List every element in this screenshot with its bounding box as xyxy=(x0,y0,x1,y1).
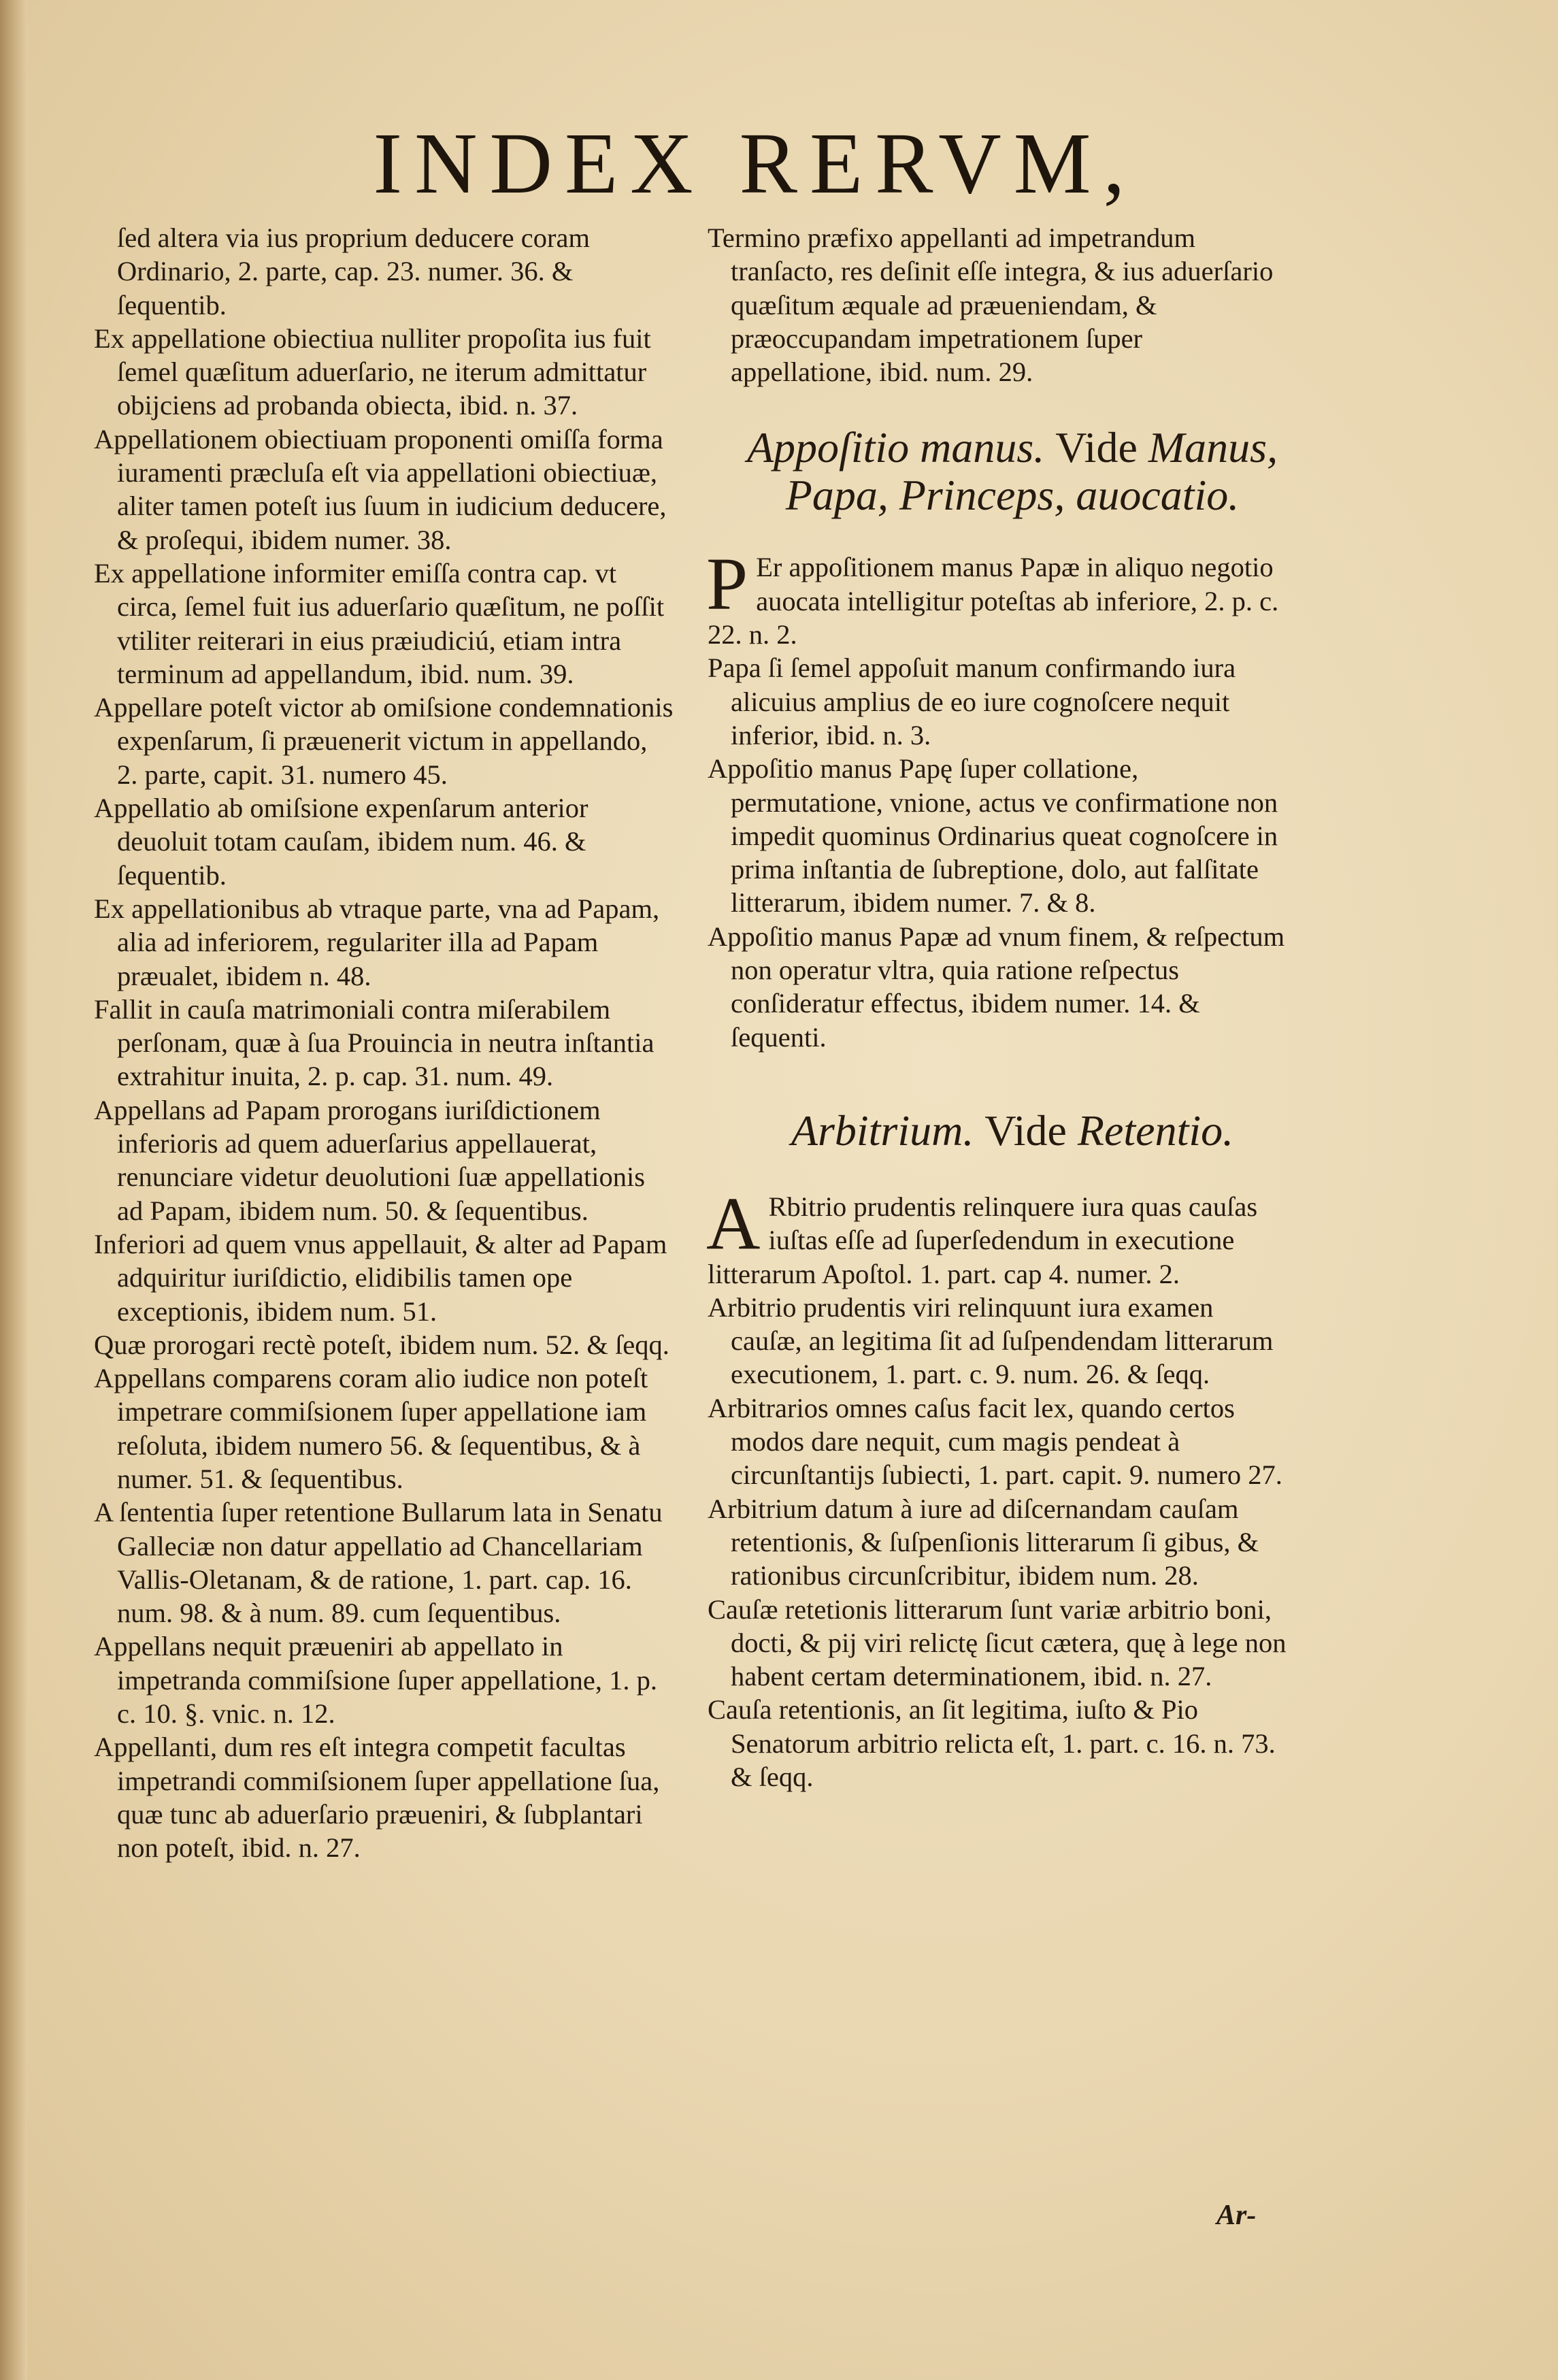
index-entry: Ex appellatione informiter emiſſa contra cap. vt circa, ſemel fuit ius aduerſario quæſitum, ne poſſit vtiliter reiterari in eius præiudiciú, etiam intra terminum ad appellandum, ibid. num. 39. xyxy=(94,557,665,689)
index-entry: Appellans nequit præueniri ab appellato in impetranda commiſsione ſuper appellatione, 1. p. c. 10. §. vnic. n. 12. xyxy=(94,1631,658,1730)
index-entry: Arbitrium datum à iure ad diſcernandam cauſam retentionis, & ſuſpenſionis litterarum ſi gibus, & rationibus circunſcribitur, ibidem num. 28. xyxy=(708,1493,1259,1591)
page-gutter xyxy=(0,0,27,2380)
index-entry: Papa ſi ſemel appoſuit manum confirmando iura alicuius amplius de eo iure cognoſcere nequit inferior, ibid. n. 3. xyxy=(708,652,1236,750)
drop-cap: A xyxy=(706,1181,761,1265)
index-entry-text: Rbitrio prudentis relinquere iura quas cauſas iuſtas eſſe ad ſuperſedendum in executione litterarum Apoſtol. 1. part. cap 4. numer. 2. xyxy=(708,1191,1258,1289)
section-heading xyxy=(735,424,1290,519)
section-heading-refs: Retentio. xyxy=(1077,1106,1234,1155)
index-entry: Inferiori ad quem vnus appellauit, & alter ad Papam adquiritur iuriſdictio, elidibilis tamen ope exceptionis, ibidem num. 51. xyxy=(94,1228,667,1327)
lead-entry: Termino præfixo appellanti ad impetrandum tranſacto, res deſinit eſſe integra, & ius aduerſario quæſitum æquale ad præueniendam, & præoccupandam impetrationem ſuper appellatione, ibid. num. 29. xyxy=(708,222,1274,388)
index-entry xyxy=(706,1181,1290,1291)
right-column xyxy=(708,221,1290,1794)
index-entry: A ſententia ſuper retentione Bullarum lata in Senatu Galleciæ non datur appellatio ad Chancellariam Vallis-Oletanam, & de ratione, 1. part. cap. 16. num. 98. & à num. 89. cum ſequentibus. xyxy=(94,1497,663,1629)
catchword: Ar- xyxy=(1216,2200,1257,2231)
index-entry: Ex appellatione obiectiua nulliter propoſita ius fuit ſemel quæſitum aduerſario, ne iterum admittatur obijciens ad probanda obiecta, ibid. n. 37. xyxy=(94,323,651,421)
index-entry: Appellationem obiectiuam proponenti omiſſa forma iuramenti præcluſa eſt via appellationi obiectiuæ, aliter tamen poteſt ius ſuum in iudicium deducere, & proſequi, ibidem numer. 38. xyxy=(94,423,667,555)
index-entry: Arbitrio prudentis viri relinquunt iura examen cauſæ, an legitima ſit ad ſuſpendendam litterarum executionem, 1. part. c. 9. num. 26. & ſeqq. xyxy=(708,1291,1274,1390)
section-heading-vide: Vide xyxy=(984,1106,1067,1155)
section-heading-vide: Vide xyxy=(1055,423,1138,472)
index-entry: Appellans ad Papam prorogans iuriſdictionem inferioris ad quem aduerſarius appellauerat, renunciare videtur deuolutioni ſuæ appellationis ad Papam, ibidem num. 50. & ſequentibus. xyxy=(94,1094,646,1226)
index-entry-text: Er appoſitionem manus Papæ in aliquo negotio auocata intelligitur poteſtas ab inferiore, 2. p. c. 22. n. 2. xyxy=(708,552,1279,650)
index-entry: Fallit in cauſa matrimoniali contra miſerabilem perſonam, quæ à ſua Prouincia in neutra inſtantia extrahitur inuita, 2. p. cap. 31. num. 49. xyxy=(94,993,654,1092)
index-entry: Appoſitio manus Papę ſuper collatione, permutatione, vnione, actus ve confirmatione non impedit quominus Ordinarius queat cognoſcere in prima inſtantia de ſubreptione, dolo, aut falſitate litterarum, ibidem numer. 7. & 8. xyxy=(708,753,1278,919)
index-entry: ſed altera via ius proprium deducere coram Ordinario, 2. parte, cap. 23. numer. 36. & ſequentib. xyxy=(117,222,590,320)
left-column xyxy=(94,221,674,1865)
index-entry: Appoſitio manus Papæ ad vnum finem, & reſpectum non operatur vltra, quia ratione reſpectus conſideratur effectus, ibidem numer. 14. & ſequenti. xyxy=(708,921,1285,1053)
index-entry: Appellans comparens coram alio iudice non poteſt impetrare commiſsionem ſuper appellatione iam reſoluta, ibidem numero 56. & ſequentibus, & à numer. 51. & ſequentibus. xyxy=(94,1363,648,1494)
section-heading xyxy=(735,1107,1290,1155)
section-heading-refs: Manus, Papa, Princeps, auocatio. xyxy=(785,423,1278,520)
page-header: INDEX RERVM, xyxy=(373,115,1138,212)
index-entry: Ex appellationibus ab vtraque parte, vna ad Papam, alia ad inferiorem, regulariter illa ad Papam præualet, ibidem n. 48. xyxy=(94,893,660,991)
index-entry: Quæ prorogari rectè poteſt, ibidem num. 52. & ſeqq. xyxy=(94,1329,669,1360)
drop-cap: P xyxy=(706,542,748,626)
index-entry xyxy=(706,542,1290,651)
section-heading-term: Arbitrium. xyxy=(791,1106,974,1155)
index-entry: Arbitrarios omnes caſus facit lex, quando certos modos dare nequit, cum magis pendeat à circunſtantijs ſubiecti, 1. part. capit. 9. numero 27. xyxy=(708,1392,1282,1491)
index-entry: Appellare poteſt victor ab omiſsione condemnationis expenſarum, ſi præuenerit victum in appellando, 2. parte, capit. 31. numero 45. xyxy=(94,692,674,790)
index-entry: Cauſæ retetionis litterarum ſunt variæ arbitrio boni, docti, & pij viri relictę ſicut cætera, quę à lege non habent certam determinationem, ibid. n. 27. xyxy=(708,1593,1287,1692)
index-entry: Appellatio ab omiſsione expenſarum anterior deuoluit totam cauſam, ibidem num. 46. & ſequentib. xyxy=(94,793,589,891)
index-entry: Cauſa retentionis, an ſit legitima, iuſto & Pio Senatorum arbitrio relicta eſt, 1. part. c. 16. n. 73. & ſeqq. xyxy=(708,1694,1276,1792)
section-heading-term: Appoſitio manus. xyxy=(746,423,1045,472)
index-entry: Appellanti, dum res eſt integra competit facultas impetrandi commiſsionem ſuper appellatione ſua, quæ tunc ab aduerſario præueniri, & ſubplantari non poteſt, ibid. n. 27. xyxy=(94,1732,660,1864)
